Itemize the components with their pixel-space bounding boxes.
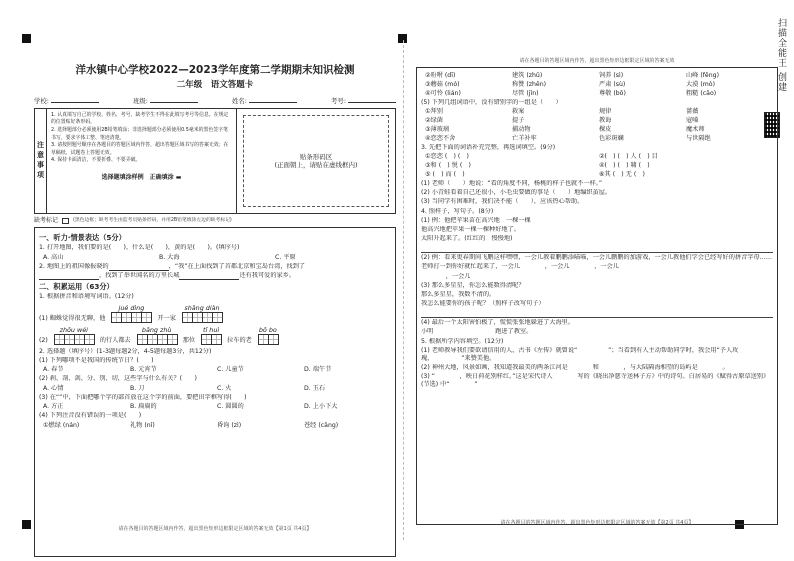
page-footer: 请在各题目的答题区域内作答，超出黑色矩形边框限定区域的答案无效【第2页 共4页】 [500, 519, 694, 526]
class-field[interactable]: 班级: [133, 97, 198, 105]
answer-blank[interactable] [179, 274, 239, 280]
page-fold-line [403, 40, 404, 540]
name-field[interactable]: 姓名: [232, 97, 297, 105]
exam-number-field[interactable]: 考号: [331, 97, 396, 105]
answer-area-2: ②吩咐 (dī) 建筑 (zhǔ) 饲养 (sì) 山峰 (fēng) ③蘑菇 (mó) 称赞 (zhēn) 严肃 (sù) 大漠 (mò) ④可怜 (lián) 尽管 (jǐn) 尊敬 (bō) 粗糙 (cāo) (5) 下列几组词语中，没有错别字的一组是（ ） ①拜别 救案 规律 蔷薇 ②绿菌 提子 教诲 寇嗓 ③薄玻璃 捕动物 棵皮 魔术师 ④恋恋不舍 亡羊补牢 色彩斑斓 与世隔绝 3. 先把下面的词语补充完整，再选词填空。(9分) ①恋恋 ( ) ( ) ②( ) ( ) 人 ( ) 目 ③和 ( ) 悦 ( ) ④( ) ( ) 啸 ( ) ⑤ ( ) 而 ( ) ⑥其 ( ) 无 ( ) (1) 老师（ ）地说：“看的角度不同，杨桃的样子也就不一样。” (2) 小青蛙看着自己还很小，小毛虫要做的事是（ ）地编织茧屋。 (3) 当同学有困难时，我们决不能（ ），应该热心帮助。 4. 照样子，写句子。(8分) (1) 例：他把苹果苗在高兴地 一棵一棵 他高兴地把苹果一棵一棵种好地了。 太阳升起来了。(红红的 慢慢地) (2) 例：看来更春期间飞鹏这样嘿嘿，一会儿教着鹏鹏添喵喵，一会儿鹏鹏的加游戏，一会儿教他们学会已经写好的拼音字母…… 老师打一到你好就忙起来了，一会儿 ，一会儿 ，一会儿 ，一会儿 (3) 那么多星星，你怎么能数得清呢？ 那么多星星，我数不清的。 我怎么能要你的孩子呢？（照样子改写句子） (4) 最后一个太阳害怕极了，慌慌张张地躲进了大海里。 小明 跑进了教室。 5. 根据所学内容填空。(12分) (1) 老师教导我们要欲请信用的人，古书《左传》就曾说“ ”；当看到有人主动帮助同学时，我会用“予人玫瑰， ”来赞美他。 (2) 神州大地，风景如画，我知道我最美的两条江河是 和 ，与大陆隔海相望的岛屿是 。 (3) “ ，映日荷花别样红。”这是宋代诗人 写的《晓出净慈寺送林子方》中的诗句。白居易的《赋得古原草送别》(节选) 中“ ” [416, 67, 778, 525]
answer-blank[interactable] [109, 265, 169, 271]
writing-grid[interactable] [258, 334, 278, 345]
answer-area-1: 一、听力·情景表达（5分） 1. 打开地图，我们要的是( )，什么是( )，黄的是( )。(填序号) A. 高山 B. 大海 C. 平原 2. 地图上的祖国像报晓的 ，“我”在上面找到了首都北京和宝岛台湾，找到了 ，找到了举世闻名的万里长城 还有我可爱的家乡。 二、积累运用（63分） 1. 根据拼音和语境写词语。(12分) (1) 蜘蛛觉得很无聊，他 jué dìng 开一家 shāng diàn (2) zhōu wéi 的行人都去 bāng zhù 那位 tǐ huì 拉车的老 bō bo 2. 选择题（填序号）(1-3题每题2分，4-5题每题3分，共12分) (1) 下列哪项不是我国的传统节日？( ) A. 春节 B. 元宵节 C. 儿童节 D. 端午节 (2) 刹、剖、剑、分、别、切，这些字与什么有关？( ) A. 心情 B. 刀 C. 火 D. 玉石 (3) 在“”中，下面把哪个字的部首放在这个字的前面，要把田字框写得( ) A. 方正 B. 扁扁的 C. 圆圆的 D. 上小下大 (4) 下列注音没有错误的一项是( ) ①燃绿 (nán) 礼物 (nǐ) 昏询 (zì) 苍经 (cāng) [34, 227, 396, 557]
notes-panel [35, 109, 237, 213]
answer-line[interactable] [421, 245, 773, 253]
exam-subtitle: 二年级 语文答题卡 [176, 80, 254, 91]
notes-list: 1. 认真填写自己的学校、姓名、考号，缺考学生不得在此填写考号等信息。在规定的位置贴好条形码。 2. 选择题部分必须使用2B铅笔填涂；非选择题部分必须使用0.5毫米的黑色签字笔书写，要求字体工整、笔迹清楚。 3. 请按照题号顺序在各题目的答题区域内作答，超出答题区域书写的答案无效；在草稿纸、试题卷上答题无效。 4. 保持卡面清洁，不要折叠、不要弄破。 选择题填涂样例 正确填涂 ▬ [47, 109, 236, 213]
barcode-area: 贴条形码区 (正面朝上，请贴在虚线框内) [237, 109, 395, 213]
writing-grid[interactable] [182, 312, 222, 323]
answer-blank[interactable] [39, 274, 99, 280]
instructions-area [34, 108, 396, 214]
scanner-watermark: 扫描全能王 创建 [776, 18, 786, 92]
writing-grid[interactable] [201, 334, 221, 345]
writing-grid[interactable] [137, 334, 177, 345]
fill-sample: 选择题填涂样例 正确填涂 ▬ [101, 173, 182, 181]
student-info-fields [34, 97, 396, 105]
exam-title: 洋水镇中心学校2022—2023学年度第二学期期末知识检测 [75, 64, 355, 76]
answer-line[interactable] [421, 310, 773, 318]
section-heading: 一、听力·情景表达（5分） [39, 233, 126, 243]
answer-sheet-page-1 [30, 52, 400, 532]
page-footer: 请在各题目的答题区域内作答，超出黑色矩形边框限定区域的答案无效【第1页 共4页】 [118, 525, 312, 532]
school-field[interactable]: 学校: [34, 97, 99, 105]
absent-mark: 缺考标记 (黑色边框；缺考考生由监考员贴条形码，并用2B铅笔填涂左边的缺考标记) [34, 216, 232, 224]
answer-sheet-page-2 [412, 58, 782, 528]
writing-grid[interactable] [111, 312, 151, 323]
alignment-marker [22, 34, 31, 43]
absent-checkbox[interactable] [62, 218, 69, 224]
notes-label: 注 意 事 项 [35, 109, 47, 213]
section-heading: 二、积累运用（63分） [39, 281, 114, 291]
writing-grid[interactable] [54, 334, 94, 345]
page-header-note: 请在各题目的答题区域内作答，超出黑色矩形边框限定区域的答案无效 [519, 58, 675, 64]
